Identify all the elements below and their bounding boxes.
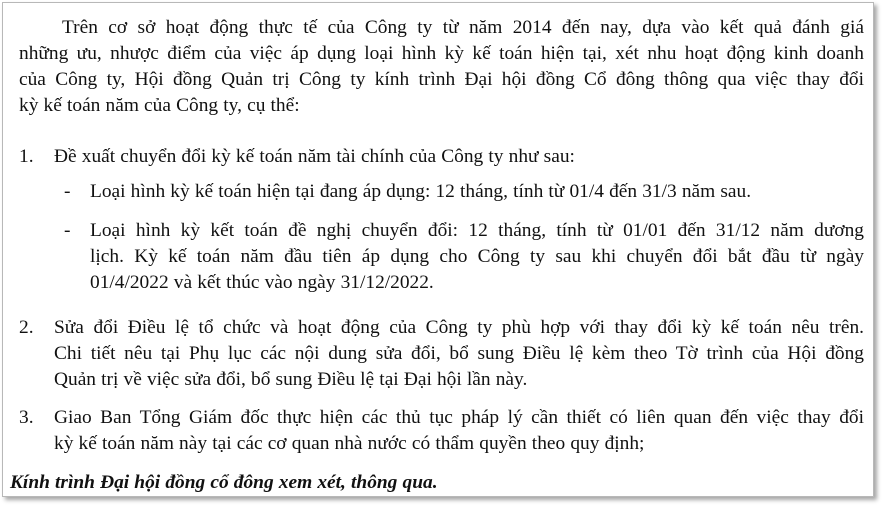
item-1-sub-2-line-1: Loại hình kỳ kết toán đề nghị chuyển đổi: 12 tháng, tính từ 01/01 đến 31/12 năm dương (90, 220, 864, 241)
intro-line-1: Trên cơ sở hoạt động thực tế của Công ty từ năm 2014 đến nay, dựa vào kết quả đánh giá (62, 17, 864, 38)
item-2-line-2: Chi tiết nêu tại Phụ lục các nội dung sửa đổi, bổ sung Điều lệ kèm theo Tờ trình của Hội đồng (54, 343, 864, 364)
closing-statement: Kính trình Đại hội đồng cổ đông xem xét, thông qua. (10, 472, 438, 493)
item-1-sub-2-marker: - (64, 220, 71, 241)
item-1-line-1: Đề xuất chuyển đổi kỳ kế toán năm tài chính của Công ty như sau: (54, 146, 575, 167)
intro-line-3: của Công ty, Hội đồng Quản trị Công ty kính trình Đại hội đồng Cổ đông thông qua việc thay đổi (19, 69, 864, 90)
item-1-sub-2-line-3: 01/4/2022 và kết thúc vào ngày 31/12/2022. (90, 272, 434, 293)
item-3-line-2: kỳ kế toán năm này tại các cơ quan nhà nước có thẩm quyền theo quy định; (54, 433, 645, 454)
item-2-line-3: Quản trị về việc sửa đổi, bổ sung Điều lệ tại Đại hội lần này. (54, 369, 528, 390)
item-3-line-1: Giao Ban Tổng Giám đốc thực hiện các thủ tục pháp lý cần thiết có liên quan đến việc thay đổi (54, 407, 864, 428)
item-2-number: 2. (19, 317, 34, 338)
item-2-line-1: Sửa đổi Điều lệ tổ chức và hoạt động của Công ty phù hợp với thay đổi kỳ kế toán nêu trên. (54, 317, 864, 338)
item-3-number: 3. (19, 407, 34, 428)
intro-line-2: những ưu, nhược điểm của việc áp dụng loại hình kỳ kế toán hiện tại, xét nhu hoạt động kinh doanh (19, 43, 864, 64)
intro-line-4: kỳ kế toán năm của Công ty, cụ thể: (19, 95, 300, 116)
item-1-sub-1-line-1: Loại hình kỳ kế toán hiện tại đang áp dụng: 12 tháng, tính từ 01/4 đến 31/3 năm sau. (90, 181, 752, 202)
item-1-sub-2-line-2: lịch. Kỳ kế toán năm đầu tiên áp dụng cho Công ty sau khi chuyển đổi bắt đầu từ ngày (90, 246, 864, 267)
item-1-sub-1-marker: - (64, 181, 71, 202)
item-1-number: 1. (19, 146, 34, 167)
